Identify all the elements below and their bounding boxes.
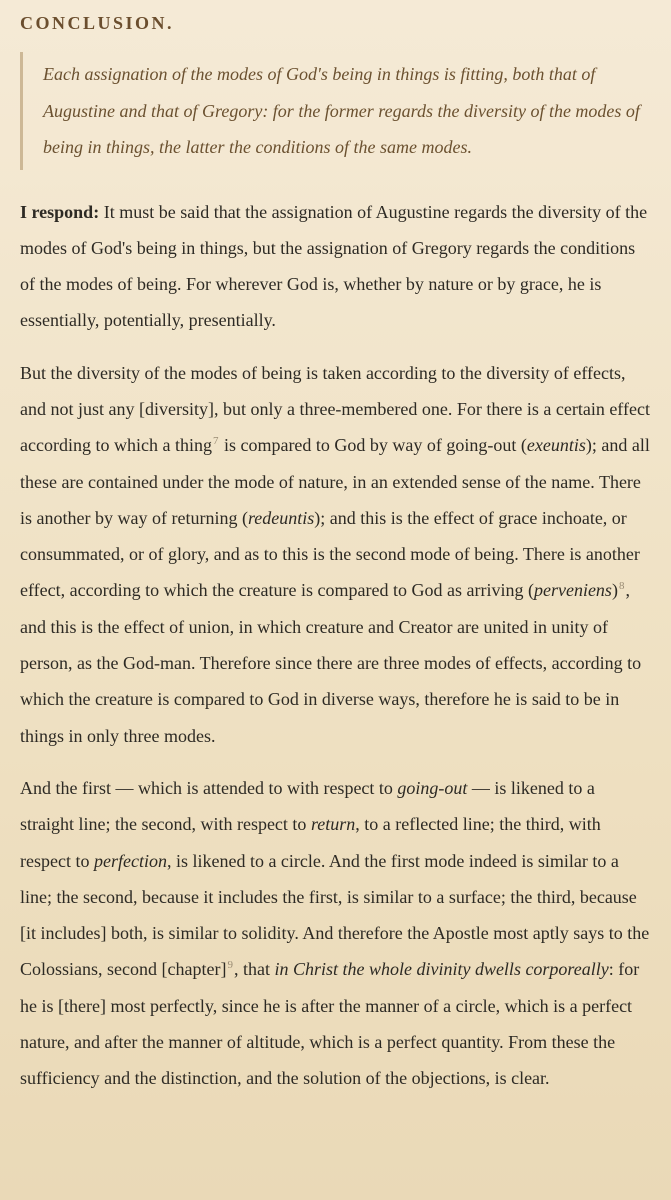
respond-lead: I respond: <box>20 201 100 222</box>
conclusion-quote: Each assignation of the modes of God's being in things is fitting, both that of Augustine and that of Gregory: for the former regards the diversity of the modes of being in things, the latter the conditions of the same modes. <box>20 52 651 170</box>
latin-term: perveniens <box>533 580 612 601</box>
respond-paragraph <box>20 194 651 339</box>
emphasis: perfection <box>93 850 167 871</box>
scripture-quote: in Christ the whole divinity dwells corporeally <box>274 959 609 980</box>
text-run: , that <box>233 959 275 980</box>
modes-paragraph <box>20 355 651 754</box>
text-run: ) <box>611 580 618 601</box>
text-run: And the first — which is attended to with respect to <box>20 777 398 798</box>
footnote-7-link[interactable]: 7 <box>212 435 219 448</box>
geometry-paragraph <box>20 770 651 1097</box>
emphasis: going-out <box>397 777 468 798</box>
text-run: is compared to God by way of going-out ( <box>219 435 527 456</box>
text-run: , is likened to a circle. And the first mode indeed is similar to a line; the second, because it includes the first, is similar to a surface; the third, because [it includes] both, is similar to solidity. And therefore the Apostle most aptly says to the Colossians, second [chapter] <box>20 850 650 980</box>
text-run: , and this is the effect of union, in which creature and Creator are united in unity of person, as the God-man. Therefore since there are three modes of effects, according to which the creature is compared to God in diverse ways, therefore he is said to be in things in only three modes. <box>20 580 642 746</box>
text-run: ); and all these are contained under the mode of nature, in an extended sense of the name. There is another by way of returning ( <box>20 435 650 528</box>
text-run: But the diversity of the modes of being is taken according to the diversity of effects, and not just any [diversity], but only a three-membered one. For there is a certain effect according to which a thing <box>20 362 650 456</box>
text-run: , to a reflected line; the third, with respect to <box>20 814 601 871</box>
latin-term: exeuntis <box>526 435 586 456</box>
latin-term: redeuntis <box>247 507 315 528</box>
respond-text: It must be said that the assignation of Augustine regards the diversity of the modes of God's being in things, but the assignation of Gregory regards the conditions of the modes of being. For wherever God is, whether by nature or by grace, he is essentially, potentially, presentially. <box>20 201 648 331</box>
section-heading: CONCLUSION. <box>20 13 175 33</box>
text-run: : for he is [there] most perfectly, since he is after the manner of a circle, which is a perfect nature, and after the manner of altitude, which is a perfect quantity. From these the sufficiency and the distinction, and the solution of the objections, is clear. <box>20 959 640 1089</box>
footnote-8-link[interactable]: 8 <box>618 580 625 593</box>
text-run: — is likened to a straight line; the second, with respect to <box>20 777 595 835</box>
footnote-9-link[interactable]: 9 <box>227 959 233 972</box>
text-run: ); and this is the effect of grace inchoate, or consummated, or of glory, and as to this is the second mode of being. There is another effect, according to which the creature is compared to God as arriving ( <box>20 507 640 601</box>
emphasis: return <box>310 814 356 835</box>
